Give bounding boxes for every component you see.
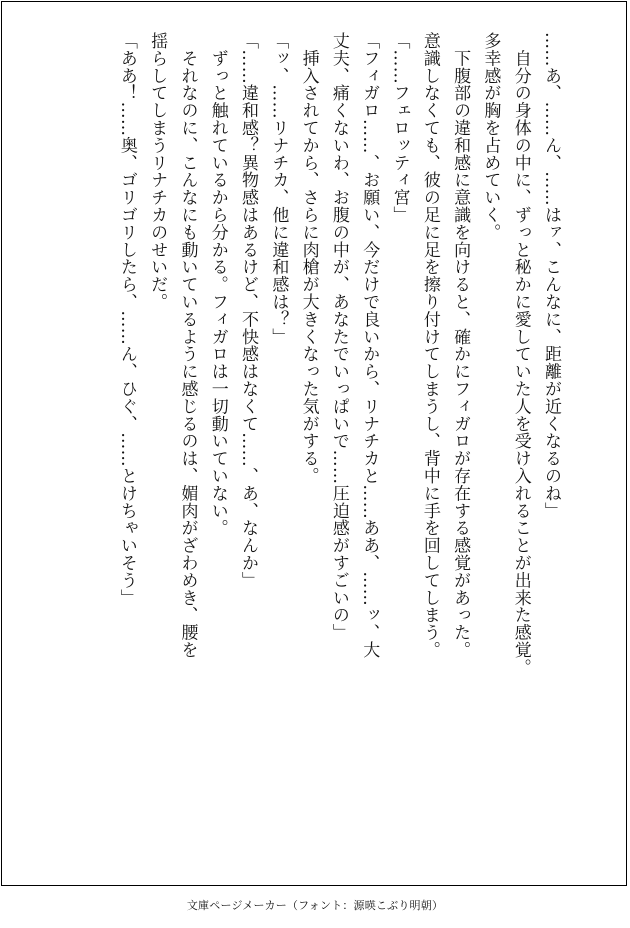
text-line-7: 「フィガロ……、お願い、今だけで良いから、リナチカと……ああ、……ッ、大 — [359, 32, 380, 659]
text-line-13: それなのに、こんなにも動いているように感じるのは、媚肉がざわめき、腰を — [177, 32, 198, 659]
text-line-11: 「……違和感？異物感はあるけど、不快感はなくて……、あ、なんか」 — [238, 32, 259, 589]
text-line-9: 挿入されてから、さらに肉槍が大きくなった気がする。 — [298, 32, 319, 485]
text-line-10: 「ッ、……リナチカ、他に違和感は？」 — [268, 32, 289, 346]
text-line-12: ずっと触れているから分かる。フィガロは一切動いていない。 — [207, 32, 228, 537]
text-line-4: 下腹部の違和感に意識を向けると、確かにフィガロが存在する感覚があった。 — [450, 32, 471, 659]
text-line-14: 揺らしてしまうリナチカのせいだ。 — [147, 32, 168, 311]
text-line-15: 「ああ！……奥、ゴリゴリしたら、……ん、ひぐ、……とけちゃいそう」 — [116, 32, 137, 607]
text-line-3: 多幸感が胸を占めていく。 — [480, 32, 501, 241]
text-line-5: 意識しなくても、彼の足に足を擦り付けてしまうし、背中に手を回してしまう。 — [419, 32, 440, 659]
text-line-2: 自分の身体の中に、ずっと秘かに愛していた人を受け入れることが出来た感覚。 — [510, 32, 531, 676]
text-line-1: ……あ、……ん、……はァ、こんなに、距離が近くなるのね」 — [541, 32, 561, 520]
text-line-6: 「……フェロッティ宮」 — [389, 32, 410, 224]
footer-caption: 文庫ページメーカー（フォント：源暎こぶり明朝） — [186, 899, 444, 912]
vertical-text-body — [112, 32, 566, 862]
page-frame — [1, 1, 627, 886]
text-line-8: 丈夫、痛くないわ、お腹の中が、あなたでいっぱいで……圧迫感がすごいの」 — [328, 32, 349, 641]
